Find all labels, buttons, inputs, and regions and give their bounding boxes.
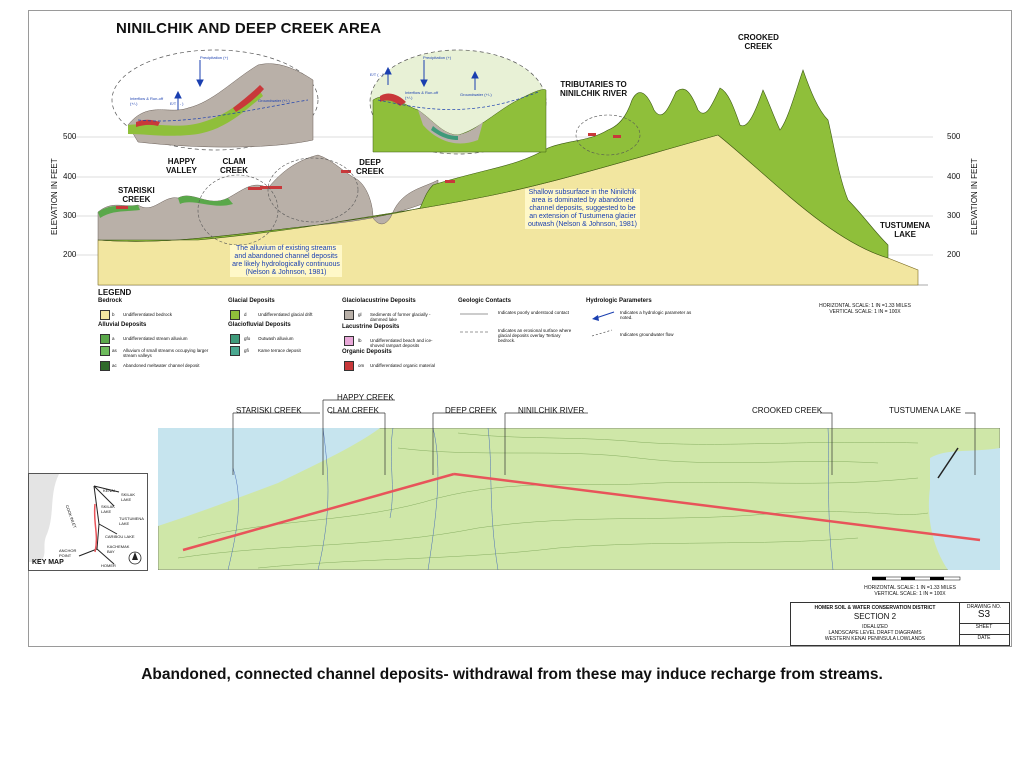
key-label: HOMER	[101, 563, 116, 568]
swatch-alluvium	[100, 334, 110, 344]
legend-text: Kame terrace deposit	[258, 348, 301, 353]
tick-right-400: 400	[947, 172, 961, 181]
map-label-clam: CLAM CREEK	[327, 406, 380, 415]
legend-text: Undifferentiated beach and ice-shoved rampart deposits	[370, 338, 433, 348]
contact-line-symbols	[460, 310, 490, 340]
legend-heading-glaciofluvial: Glaciofluvial Deposits	[228, 322, 291, 328]
label-stariski-creek: STARISKI CREEK	[118, 186, 155, 204]
title-block-line3: WESTERN KENAI PENINSULA LOWLANDS	[824, 636, 926, 642]
tick-left-400: 400	[63, 172, 77, 181]
legend-text: Undifferentiated bedrock	[123, 312, 172, 317]
legend-heading-alluvial: Alluvial Deposits	[98, 322, 147, 328]
legend-code: om	[358, 363, 365, 368]
legend-code: as	[112, 348, 117, 353]
legend-code: gfi	[244, 348, 249, 353]
legend-text: Undifferentiated stream alluvium	[123, 336, 188, 341]
et-label-middle: E/T ( - )	[370, 72, 384, 77]
legend-text: Outwash alluvium	[258, 336, 294, 341]
key-label: ANCHOR POINT	[59, 548, 77, 558]
title-block-section: SECTION 2	[853, 612, 897, 621]
legend-heading-lacustrine: Lacustrine Deposits	[342, 324, 400, 330]
map-label-crooked: CROOKED CREEK	[752, 406, 823, 415]
key-label: KENAI	[103, 488, 116, 493]
swatch-kame	[230, 346, 240, 356]
scale-top-vertical: VERTICAL SCALE: 1 IN = 100X	[829, 309, 901, 315]
map-label-ninilchik: NINILCHIK RIVER	[518, 406, 585, 415]
legend-text: Sediments of former glacially -dammed lake	[370, 312, 431, 322]
legend-contact-2: Indicates an erosional surface where glacial deposits overlay Tertiary bedrock.	[498, 328, 572, 343]
legend-code: d	[244, 312, 247, 317]
map-label-stariski: STARISKI CREEK	[236, 406, 302, 415]
scale-bottom-vertical: VERTICAL SCALE: 1 IN = 100X	[874, 591, 946, 597]
title-block-drawing-no: S3	[977, 609, 991, 620]
legend-code: ac	[112, 363, 117, 368]
label-deep-creek: DEEP CREEK	[356, 158, 385, 176]
label-tributaries: TRIBUTARIES TO NINILCHIK RIVER	[560, 80, 628, 98]
map-label-happy: HAPPY CREEK	[337, 393, 394, 402]
label-crooked-creek: CROOKED CREEK	[738, 33, 779, 51]
label-tustumena-lake: TUSTUMENA LAKE	[880, 221, 931, 239]
legend-contact-1: Indicates poorly understood contact	[498, 310, 570, 315]
legend-title: LEGEND	[98, 288, 132, 297]
precip-label-middle: Precipitation (+)	[423, 55, 452, 60]
swatch-outwash	[230, 334, 240, 344]
tick-left-200: 200	[63, 250, 77, 259]
key-map-title: KEY MAP	[32, 559, 64, 566]
legend-text: Undifferentiated organic material	[370, 363, 435, 368]
groundwater-label-middle: Groundwater (+/-)	[460, 92, 492, 97]
interflow-label-left: Interflow & Run-off (+/-)	[130, 96, 164, 106]
precip-label-left: Precipitation (+)	[200, 55, 229, 60]
tick-right-200: 200	[947, 250, 961, 259]
swatch-beach	[344, 336, 354, 346]
diagram-title: NINILCHIK AND DEEP CREEK AREA	[116, 20, 382, 37]
map-label-deep: DEEP CREEK	[445, 406, 497, 415]
swatch-small-streams	[100, 346, 110, 356]
key-label: KACHEMAK BAY	[107, 544, 130, 554]
key-label: COOK INLET	[64, 504, 78, 529]
label-happy-valley: HAPPY VALLEY	[166, 157, 197, 175]
interflow-label-middle: Interflow & Run-off (+/-)	[405, 90, 439, 100]
legend-hydro-2: Indicates groundwater flow	[620, 332, 674, 337]
legend-text: Alluvium of small streams occupying larger stream valleys	[123, 348, 209, 358]
title-block-date-label: DATE	[977, 635, 991, 641]
elevation-axis-right-label: ELEVATION IN FEET	[970, 158, 979, 235]
legend-code: gl	[358, 312, 362, 317]
map-leaders	[0, 395, 1024, 475]
slide-caption: Abandoned, connected channel deposits- withdrawal from these may induce recharge from streams.	[141, 666, 883, 683]
swatch-organic	[344, 361, 354, 371]
tick-left-500: 500	[63, 132, 77, 141]
tick-left-300: 300	[63, 211, 77, 220]
legend-heading-glacial: Glacial Deposits	[228, 298, 275, 304]
label-clam-creek: CLAM CREEK	[220, 157, 249, 175]
legend-hydro-1: Indicates a hydrologic parameter as noted.	[620, 310, 692, 320]
scale-bar-bottom	[872, 576, 962, 584]
key-label: SKILAK LAKE	[101, 504, 116, 514]
legend-code: gfo	[244, 336, 251, 341]
tick-right-500: 500	[947, 132, 961, 141]
et-label-left: E/T ( - )	[170, 101, 184, 106]
title-block-drawing-label: DRAWING NO.	[966, 604, 1002, 610]
title-block	[790, 602, 1010, 646]
legend-code: lb	[358, 338, 362, 343]
legend-heading-bedrock: Bedrock	[98, 298, 123, 304]
key-label: SKILAK LAKE	[121, 492, 136, 502]
title-block-district: HOMER SOIL & WATER CONSERVATION DISTRICT	[814, 605, 936, 611]
groundwater-label-left: Groundwater (+/-)	[258, 98, 290, 103]
legend-heading-organic: Organic Deposits	[342, 349, 392, 355]
key-label: TUSTUMENA LAKE	[119, 516, 144, 526]
title-block-line2: LANDSCAPE LEVEL DRAFT DIAGRAMS	[828, 630, 922, 636]
legend	[98, 288, 798, 378]
key-map	[28, 473, 148, 571]
key-label: CARIBOU LAKE	[105, 534, 135, 539]
scale-top-horizontal: HORIZONTAL SCALE: 1 IN =1.33 MILES	[819, 303, 911, 309]
swatch-drift	[230, 310, 240, 320]
swatch-meltwater	[100, 361, 110, 371]
note-shallow-subsurface: Shallow subsurface in the Ninilchik area is dominated by abandoned channel deposits, suggested to be an extension of Tustumena glacier outwash (Nelson & Johnson, 1981)	[525, 189, 640, 229]
title-block-sheet-label: SHEET	[975, 624, 993, 630]
title-block-line1: IDEALIZED	[862, 624, 888, 630]
legend-text: Abandoned meltwater channel deposit	[123, 363, 200, 368]
legend-heading-hydrologic: Hydrologic Parameters	[586, 298, 652, 304]
legend-code: a	[112, 336, 115, 341]
swatch-bedrock	[100, 310, 110, 320]
tick-right-300: 300	[947, 211, 961, 220]
legend-text: Undifferentiated glacial drift	[258, 312, 313, 317]
legend-heading-glaciolacustrine: Glaciolacustrine Deposits	[342, 298, 416, 304]
scale-bottom-horizontal: HORIZONTAL SCALE: 1 IN =1.33 MILES	[864, 585, 956, 591]
map-label-tustumena: TUSTUMENA LAKE	[889, 406, 962, 415]
swatch-lake-sediment	[344, 310, 354, 320]
hydro-symbols	[590, 308, 616, 340]
legend-code: b	[112, 312, 115, 317]
legend-heading-contacts: Geologic Contacts	[458, 298, 512, 304]
note-alluvium: The alluvium of existing streams and abandoned channel deposits are likely hydrologically continuous (Nelson & Johnson, 1981)	[230, 245, 342, 277]
elevation-axis-left-label: ELEVATION IN FEET	[50, 158, 59, 235]
